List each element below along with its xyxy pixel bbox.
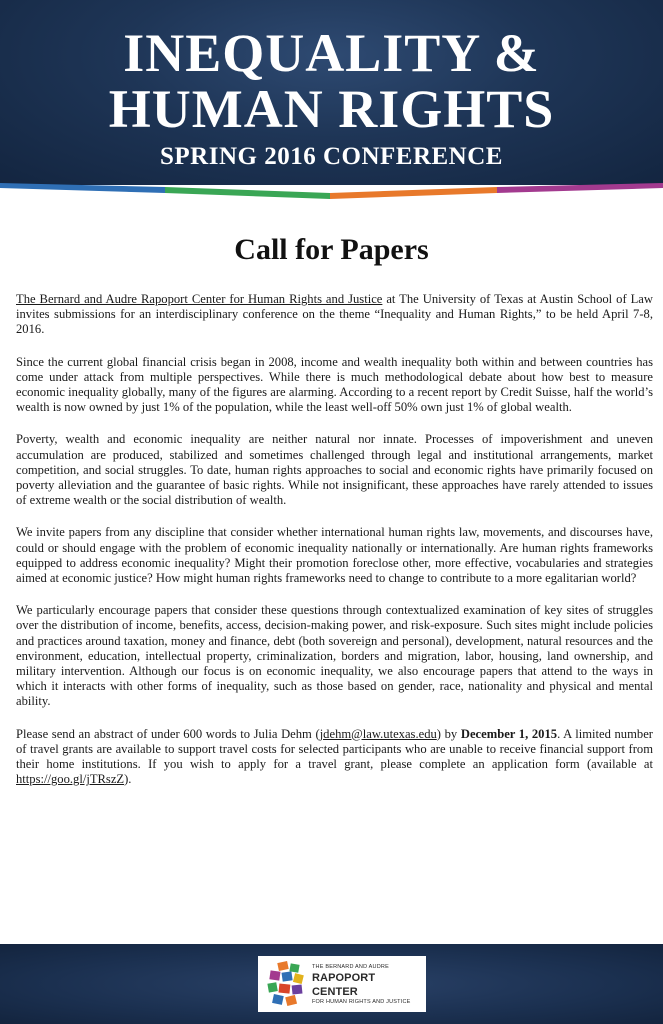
header-banner [0, 0, 663, 185]
banner-title-line2: HUMAN RIGHTS [108, 79, 555, 139]
application-form-link[interactable]: https://goo.gl/jTRszZ [16, 772, 125, 787]
rapoport-center-link[interactable]: The Bernard and Audre Rapoport Center for Human Rights and Justice [16, 292, 383, 306]
paragraph-encourage: We particularly encourage papers that consider these questions through contextualized examination of key sites of struggles over the distribution of income, benefits, access, decision-making power, and risk-exposure. Such sites might include policies and practices around taxation, money and finance, debt (both sovereign and personal), development, natural resources and the environment, education, intellectual property, criminalization, borders and migration, labor, housing, land ownership, and military intervention. Although our focus is on economic inequality, we also encourage papers that attend to the ways in which it interacts with other forms of inequality, such as those based on gender, race, nationality and physical and mental ability. [16, 603, 653, 709]
paragraph-poverty: Poverty, wealth and economic inequality are neither natural nor innate. Processes of impoverishment and uneven accumulation are produced, stabilized and sometimes challenged through legal and institutional arrangements, market competition, and social struggles. To date, human rights approaches to social and economic rights have primarily focused on poverty alleviation and the guarantee of basic rights. While not insignificant, these approaches have rarely attended to issues of extreme wealth or the social distribution of wealth. [16, 432, 653, 508]
paragraph-background: Since the current global financial crisis began in 2008, income and wealth inequality both within and between countries has come under attack from multiple perspectives. While there is much methodological debate about how best to measure economic inequality globally, many of the figures are alarming. According to a recent report by Credit Suisse, half the world’s wealth is now owned by just 1% of the population, while the least well-off 50% own just 1% of global wealth. [16, 354, 653, 415]
page-title: Call for Papers [234, 233, 429, 266]
footer-banner [0, 944, 663, 1024]
document-body [16, 292, 653, 804]
rapoport-logo-icon [264, 960, 308, 1008]
rapoport-logo[interactable] [258, 956, 426, 1012]
color-stripe [0, 183, 663, 215]
paragraph-invitation: We invite papers from any discipline that consider whether international human rights law, movements, and discourses have, could or should engage with the problem of economic inequality nationally or internationally. Are human rights frameworks equipped to address economic inequality? Might their promotion foreclose other, more effective, vocabularies and strategies aimed at economic justice? How might human rights frameworks need to change to contribute to a more egalitarian world? [16, 525, 653, 586]
banner-title-line1: INEQUALITY & [123, 23, 540, 83]
deadline: December 1, 2015 [460, 726, 558, 741]
email-link[interactable]: jdehm@law.utexas.edu [319, 726, 437, 741]
banner-subtitle: SPRING 2016 CONFERENCE [160, 143, 503, 170]
rapoport-logo-text: THE BERNARD AND AUDRE RAPOPORT CENTER FOR HUMAN RIGHTS AND JUSTICE [312, 964, 411, 1005]
paragraph-submission: Please send an abstract of under 600 words to Julia Dehm (jdehm@law.utexas.edu) by December 1, 2015. A limited number of travel grants are available to support travel costs for selected participants who are unable to receive financial support from their home institutions. If you wish to apply for a travel grant, please complete an application form (available at https://goo.gl/jTRszZ). [16, 726, 653, 787]
paragraph-intro: The Bernard and Audre Rapoport Center for Human Rights and Justice at The University of Texas at Austin School of Law invites submissions for an interdisciplinary conference on the theme “Inequality and Human Rights,” to be held April 7-8, 2016. [16, 292, 653, 337]
